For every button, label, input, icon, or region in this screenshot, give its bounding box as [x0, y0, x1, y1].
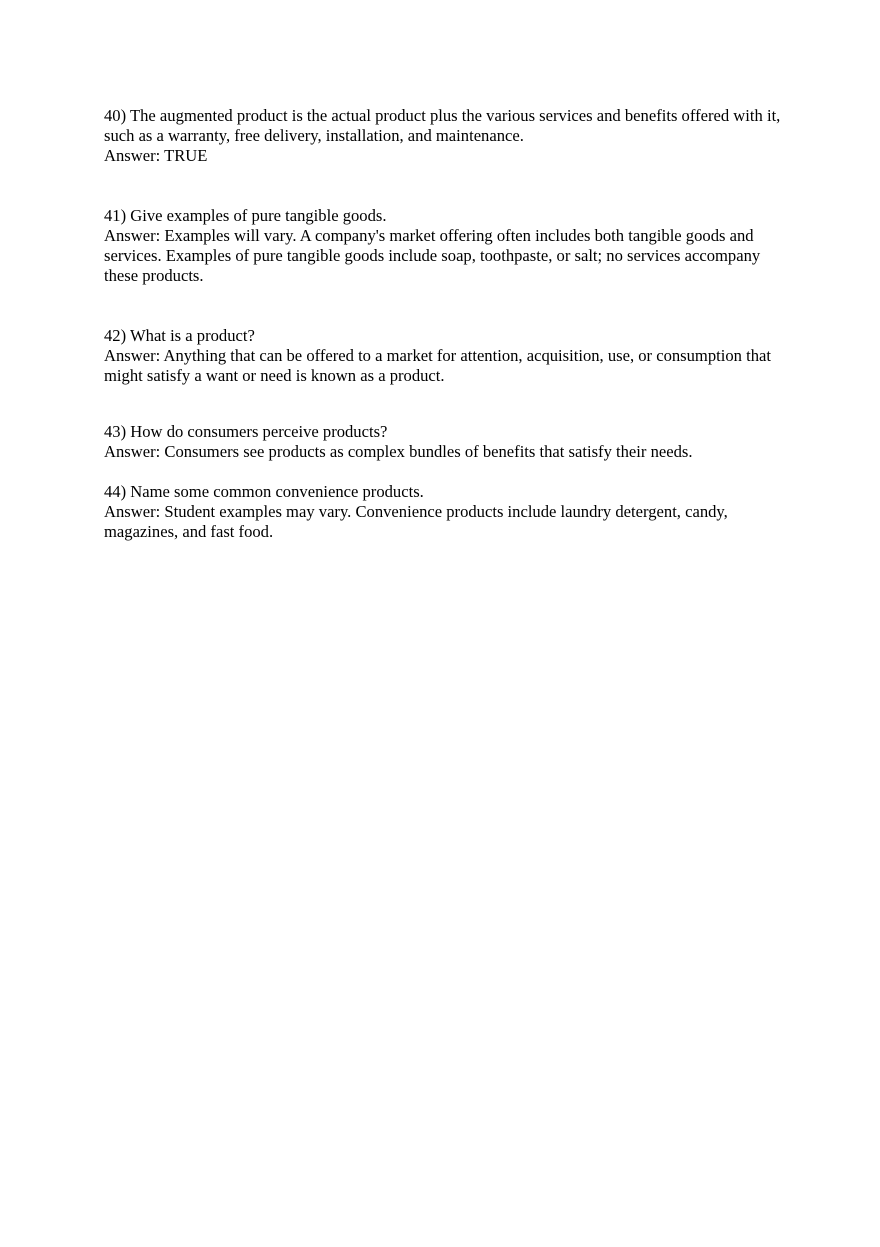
answer-label: Answer:	[104, 502, 161, 521]
question-list	[104, 106, 794, 542]
answer-40	[104, 146, 794, 166]
question-block-41	[104, 206, 794, 286]
answer-41	[104, 226, 794, 286]
question-number: 43)	[104, 422, 127, 441]
question-41	[104, 206, 794, 226]
question-number: 41)	[104, 206, 127, 225]
question-text: How do consumers perceive products?	[130, 422, 388, 441]
answer-text: Student examples may vary. Convenience products include laundry detergent, candy, magazines, and fast food.	[104, 502, 728, 541]
question-text: Give examples of pure tangible goods.	[130, 206, 387, 225]
answer-label: Answer:	[104, 442, 161, 461]
question-block-40	[104, 106, 794, 166]
question-number: 42)	[104, 326, 127, 345]
answer-label: Answer:	[104, 146, 161, 165]
answer-label: Answer:	[104, 226, 161, 245]
question-text: The augmented product is the actual product plus the various services and benefits offered with it, such as a warranty, free delivery, installation, and maintenance.	[104, 106, 781, 145]
answer-text: Anything that can be offered to a market for attention, acquisition, use, or consumption that might satisfy a want or need is known as a product.	[104, 346, 771, 385]
question-text: Name some common convenience products.	[130, 482, 424, 501]
answer-label: Answer:	[104, 346, 161, 365]
answer-43	[104, 442, 794, 462]
question-block-44	[104, 482, 794, 542]
question-number: 44)	[104, 482, 127, 501]
answer-text: Consumers see products as complex bundles of benefits that satisfy their needs.	[164, 442, 693, 461]
question-43	[104, 422, 794, 442]
question-42	[104, 326, 794, 346]
question-number: 40)	[104, 106, 127, 125]
question-40	[104, 106, 794, 146]
question-44	[104, 482, 794, 502]
question-text: What is a product?	[129, 326, 255, 345]
answer-text: Examples will vary. A company's market offering often includes both tangible goods and services. Examples of pure tangible goods include soap, toothpaste, or salt; no services accompany these products.	[104, 226, 761, 285]
answer-42	[104, 346, 794, 386]
question-block-43	[104, 422, 794, 462]
question-block-42	[104, 326, 794, 386]
answer-44	[104, 502, 794, 542]
answer-text: TRUE	[164, 146, 208, 165]
